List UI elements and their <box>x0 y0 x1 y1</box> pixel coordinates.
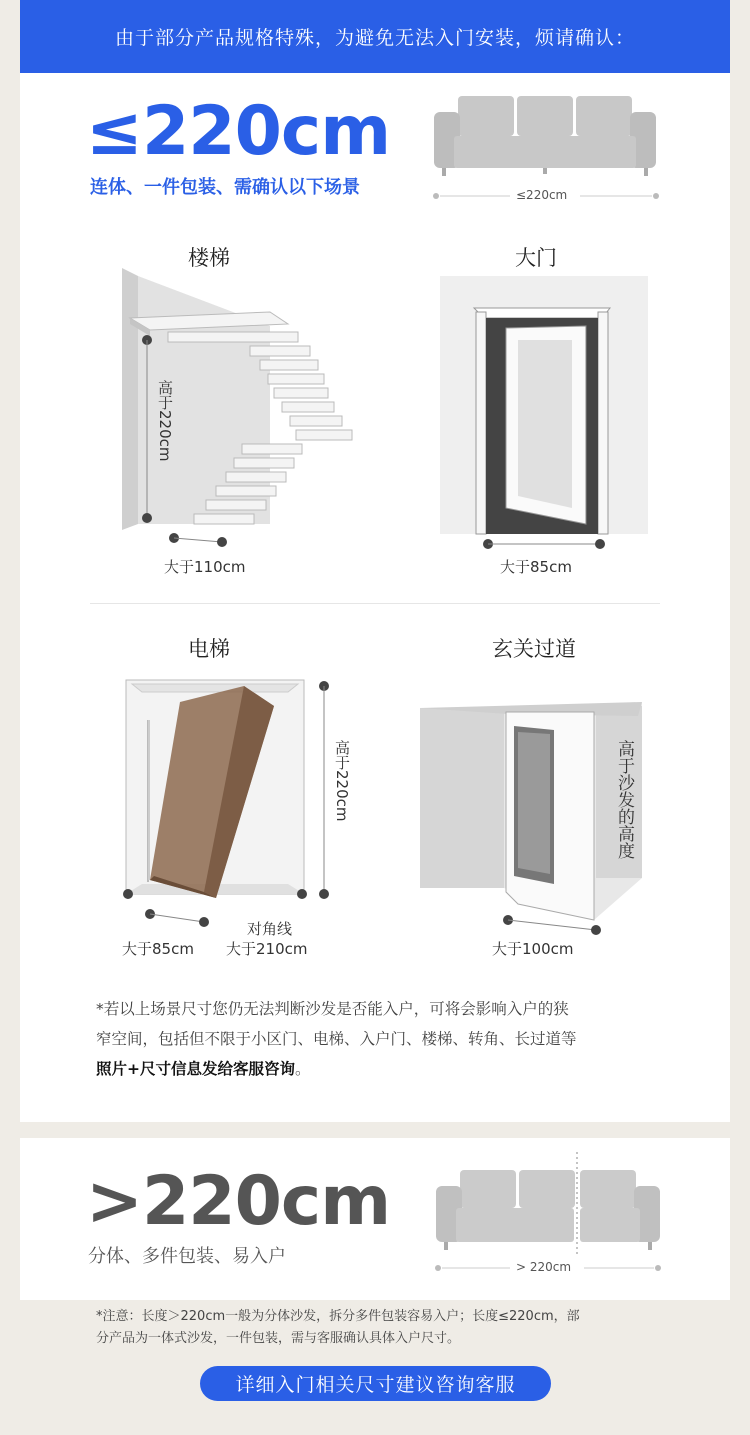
consult-service-button[interactable]: 详细入门相关尺寸建议咨询客服 <box>200 1366 551 1401</box>
bottom-note-line-2: 分产品为一体式沙发，一件包装，需与客服确认具体入户尺寸。 <box>96 1331 461 1346</box>
sofa-length-label: ≤220cm <box>516 188 568 202</box>
door-width-label: 大于85cm <box>500 558 572 576</box>
hallway-width-label: 大于100cm <box>492 940 574 958</box>
stairs-width-label: 大于110cm <box>164 558 246 576</box>
note-line-1: *若以上场景尺寸您仍无法判断沙发是否能入户，可将会影响入户的狭 <box>96 1000 569 1018</box>
scene-title-door: 大门 <box>515 246 557 270</box>
headline-split: >220cm <box>86 1162 391 1241</box>
note-line-3 <box>96 1054 676 1084</box>
elevator-diagonal-caption: 对角线 <box>247 920 293 938</box>
split-sofa-length-label: > 220cm <box>516 1260 572 1274</box>
hallway-height-label: 高于沙发的高度 <box>614 740 634 859</box>
subtitle-split: 分体、多件包装、易入户 <box>88 1246 286 1267</box>
split-sofa-icon <box>432 1150 664 1274</box>
subtitle-one-piece: 连体、一件包装、需确认以下场景 <box>90 177 360 198</box>
stairs-height-label: 高于220cm <box>156 380 174 462</box>
top-banner: 由于部分产品规格特殊，为避免无法入门安装，烦请确认： <box>20 0 730 73</box>
note-end: 。 <box>295 1060 311 1078</box>
divider <box>90 603 660 604</box>
elevator-depth-label: 大于85cm <box>122 940 194 958</box>
consult-note <box>96 994 676 1084</box>
scene-title-stairs: 楼梯 <box>188 246 230 270</box>
elevator-height-label: 高于220cm <box>333 740 351 822</box>
note-bold: 照片+尺寸信息发给客服咨询 <box>96 1060 295 1078</box>
bottom-note-line-1: *注意：长度＞220cm一般为分体沙发，拆分多件包装容易入户；长度≤220cm，部 <box>96 1309 580 1324</box>
scene-title-hallway: 玄关过道 <box>492 637 576 661</box>
elevator-diagonal-label: 大于210cm <box>226 940 308 958</box>
elevator-icon <box>118 672 338 934</box>
headline-one-piece: ≤220cm <box>86 92 391 171</box>
door-icon <box>440 276 650 556</box>
bottom-note <box>96 1306 676 1350</box>
note-line-2: 窄空间，包括但不限于小区门、电梯、入户门、楼梯、转角、长过道等 <box>96 1030 577 1048</box>
scene-title-elevator: 电梯 <box>188 637 230 661</box>
stairs-icon <box>110 262 370 552</box>
